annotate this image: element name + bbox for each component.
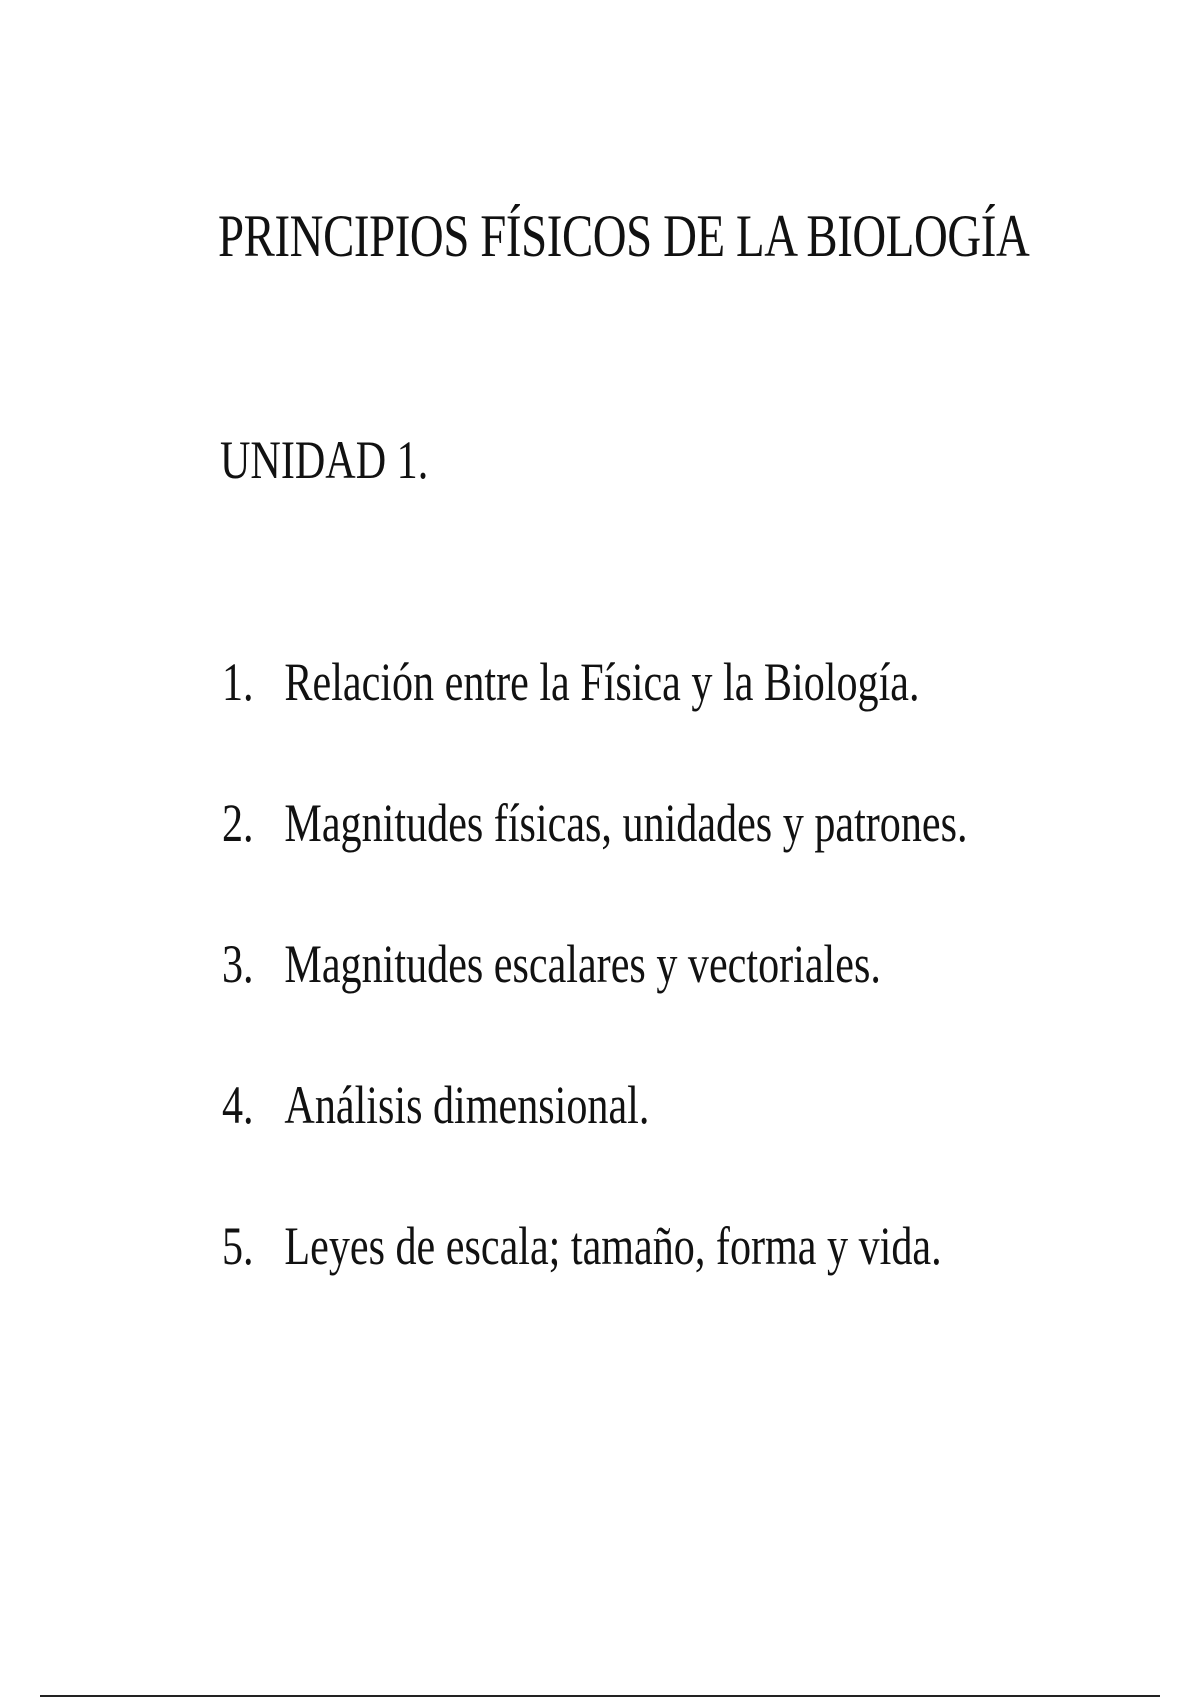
- topic-list: [222, 650, 1178, 1355]
- topic-text: Leyes de escala; tamaño, forma y vida.: [284, 1216, 942, 1276]
- list-item: [222, 1214, 1178, 1355]
- topic-number: 3.: [222, 934, 254, 994]
- list-item: [222, 650, 1178, 791]
- list-item: [222, 1073, 1178, 1214]
- topic-number: 1.: [222, 652, 254, 712]
- topic-number: 4.: [222, 1075, 254, 1135]
- list-item: [222, 791, 1178, 932]
- footer-divider: [40, 1695, 1160, 1697]
- list-item: [222, 932, 1178, 1073]
- topic-text: Análisis dimensional.: [284, 1075, 650, 1135]
- unit-heading: UNIDAD 1.: [220, 430, 429, 490]
- page-title: PRINCIPIOS FÍSICOS DE LA BIOLOGÍA: [218, 203, 1030, 269]
- topic-text: Magnitudes escalares y vectoriales.: [284, 934, 881, 994]
- topic-text: Magnitudes físicas, unidades y patrones.: [284, 793, 968, 853]
- topic-text: Relación entre la Física y la Biología.: [284, 652, 920, 712]
- topic-number: 2.: [222, 793, 254, 853]
- topic-number: 5.: [222, 1216, 254, 1276]
